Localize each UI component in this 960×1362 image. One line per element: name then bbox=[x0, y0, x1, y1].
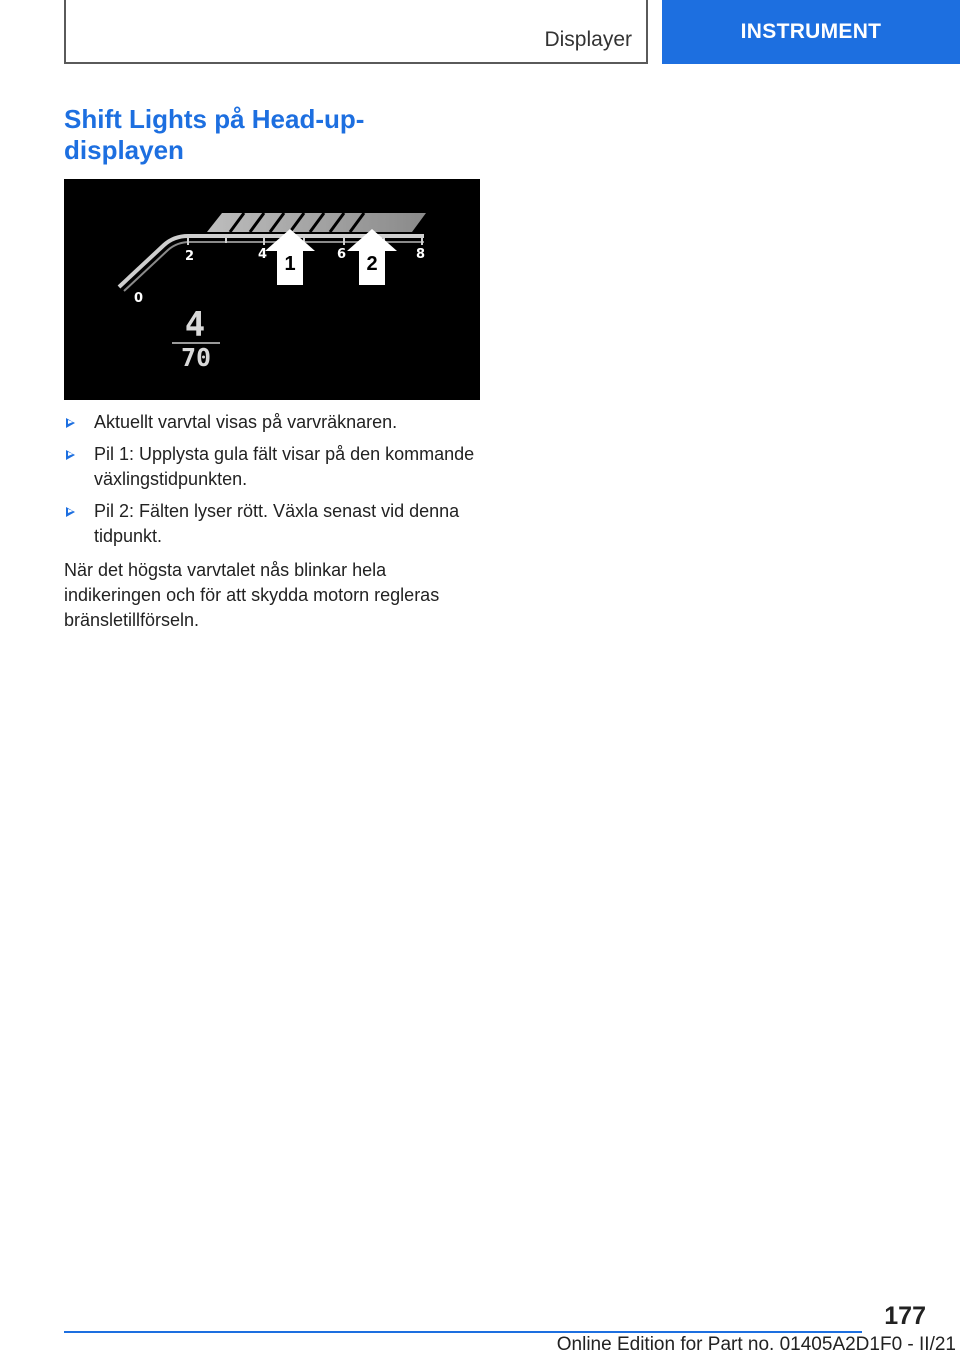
scale-label-2: 2 bbox=[185, 249, 195, 264]
svg-text:1: 1 bbox=[284, 253, 296, 275]
list-item: Pil 2: Fälten lyser rött. Växla senast vid denna tidpunkt. bbox=[64, 499, 480, 549]
scale-label-6: 6 bbox=[337, 247, 347, 262]
footer-edition[interactable]: Online Edition for Part no. 01405A2D1F0 - II/21 bbox=[556, 1334, 956, 1355]
hud-illustration bbox=[64, 179, 480, 400]
scale-label-4: 4 bbox=[258, 247, 268, 262]
bullet-list bbox=[64, 410, 480, 556]
list-item: Pil 1: Upplysta gula fält visar på den kommande växlingstidpunkten. bbox=[64, 442, 480, 492]
hud-shift-lights-figure bbox=[64, 179, 480, 400]
section-title: Displayer bbox=[544, 28, 632, 51]
triangle-bullet-icon bbox=[66, 450, 75, 460]
triangle-bullet-icon bbox=[66, 418, 75, 428]
list-item: Aktuellt varvtal visas på varvräknaren. bbox=[64, 410, 480, 435]
page-title: Shift Lights på Head-up-displayen bbox=[64, 104, 365, 165]
page-number: 177 bbox=[884, 1302, 926, 1330]
footer-divider bbox=[64, 1331, 862, 1333]
triangle-bullet-icon bbox=[66, 507, 75, 517]
body-paragraph: När det högsta varvtalet nås blinkar hela indikeringen och för att skydda motorn regleras bränsletillförseln. bbox=[64, 560, 440, 630]
scale-label-8: 8 bbox=[416, 247, 426, 262]
gear-indicator: 4 bbox=[184, 305, 206, 345]
header-section-box bbox=[64, 0, 648, 64]
speed-indicator: 70 bbox=[180, 343, 212, 372]
svg-text:2: 2 bbox=[366, 253, 378, 275]
chapter-tab[interactable]: INSTRUMENT bbox=[662, 0, 960, 64]
scale-label-0: 0 bbox=[134, 291, 144, 306]
